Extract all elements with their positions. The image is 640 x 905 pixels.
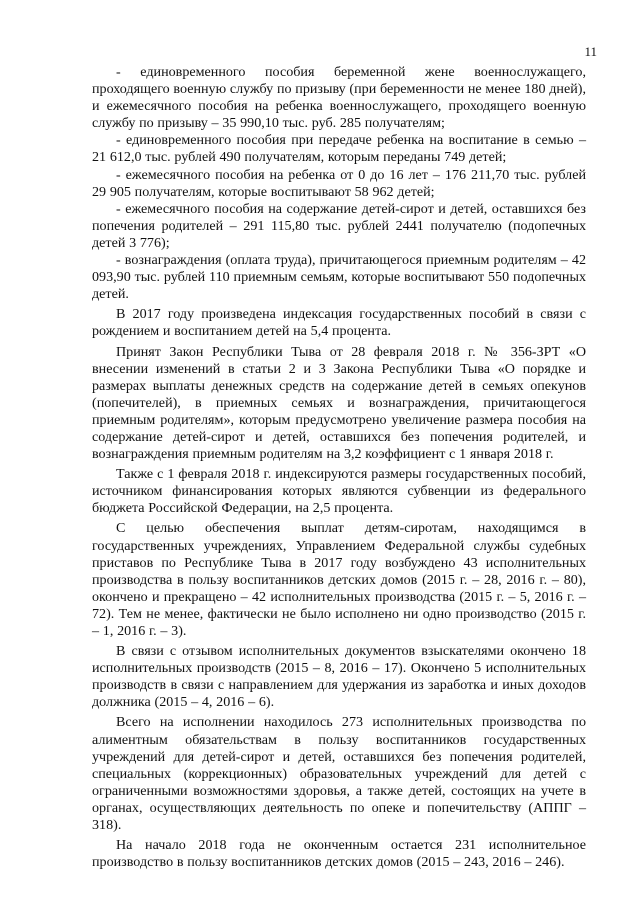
paragraph-alimony-proceedings: Всего на исполнении находилось 273 исполнительных производства по алиментным обязательствам в пользу воспитанников государственных учреждений для детей-сирот и детей, оставшихся без попечения родителей, специальных (коррекционных) образовательных учреждений для детей с ограниченными возможностями здоровья, а также детей, состоящих на учете в органах, осуществляющих деятельность по опеке и попечительству (АППГ – 318). (92, 714, 586, 834)
paragraph-child-transfer-benefit: - единовременного пособия при передаче ребенка на воспитание в семью – 21 612,0 тыс. рублей 490 получателям, которым переданы 749 детей; (92, 132, 586, 166)
paragraph-february-indexation: Также с 1 февраля 2018 г. индексируются размеры государственных пособий, источником финансирования которых являются субвенции из федерального бюджета Российской Федерации, на 2,5 процента. (92, 466, 586, 517)
document-body (92, 64, 586, 871)
paragraph-orphan-support-benefit: - ежемесячного пособия на содержание детей-сирот и детей, оставшихся без попечения родителей – 291 115,80 тыс. рублей 2441 получателю (подопечных детей 3 776); (92, 200, 586, 251)
paragraph-2017-indexation: В 2017 году произведена индексация государственных пособий в связи с рождением и воспитанием детей на 5,4 процента. (92, 306, 586, 340)
paragraph-monthly-child-benefit: - ежемесячного пособия на ребенка от 0 до 16 лет – 176 211,70 тыс. рублей 29 905 получателям, которые воспитывают 58 962 детей; (92, 166, 586, 200)
page-number: 11 (584, 44, 597, 59)
paragraph-foster-parent-remuneration: - вознаграждения (оплата труда), причитающегося приемным родителям – 42 093,90 тыс. рублей 110 приемным семьям, которые воспитывают 550 подопечных детей. (92, 252, 586, 303)
paragraph-withdrawn-documents: В связи с отзывом исполнительных документов взыскателями окончено 18 исполнительных производств (2015 – 8, 2016 – 17). Окончено 5 исполнительных производств в связи с направлением для удержания из заработка и иных доходов должника (2015 – 4, 2016 – 6). (92, 643, 586, 711)
paragraph-military-pregnancy-benefit: - единовременного пособия беременной жене военнослужащего, проходящего военную службу по призыву (при беременности не менее 180 дней), и ежемесячного пособия на ребенка военнослужащего, проходящего военную службу по призыву – 35 990,10 тыс. руб. 285 получателям; (92, 64, 586, 132)
paragraph-bailiff-proceedings: С целью обеспечения выплат детям-сиротам, находящимся в государственных учреждениях, Управлением Федеральной службы судебных приставов по Республике Тыва в 2017 году возбуждено 43 исполнительных производства в пользу воспитанников детских домов (2015 г. – 28, 2016 г. – 80), окончено и прекращено – 42 исполнительных производства (2015 г. – 5, 2016 г. – 72). Тем не менее, фактически не было исполнено ни одно производство (2015 г. – 1, 2016 г. – 3). (92, 520, 586, 639)
paragraph-unfinished-proceedings: На начало 2018 года не оконченным остается 231 исполнительное производство в пользу воспитанников детских домов (2015 – 243, 2016 – 246). (92, 837, 586, 871)
paragraph-law-356-zrt: Принят Закон Республики Тыва от 28 февраля 2018 г. № 356-ЗРТ «О внесении изменений в статьи 2 и 3 Закона Республики Тыва «О порядке и размерах выплаты денежных средств на содержание детей в семьях опекунов (попечителей), в приемных семьях и вознаграждения, причитающегося приемным родителям», которым предусмотрено увеличение размера пособия на содержание детей-сирот и детей, оставшихся без попечения родителей, и вознаграждения приемным родителям на 3,2 коэффициент с 1 января 2018 г. (92, 343, 586, 463)
